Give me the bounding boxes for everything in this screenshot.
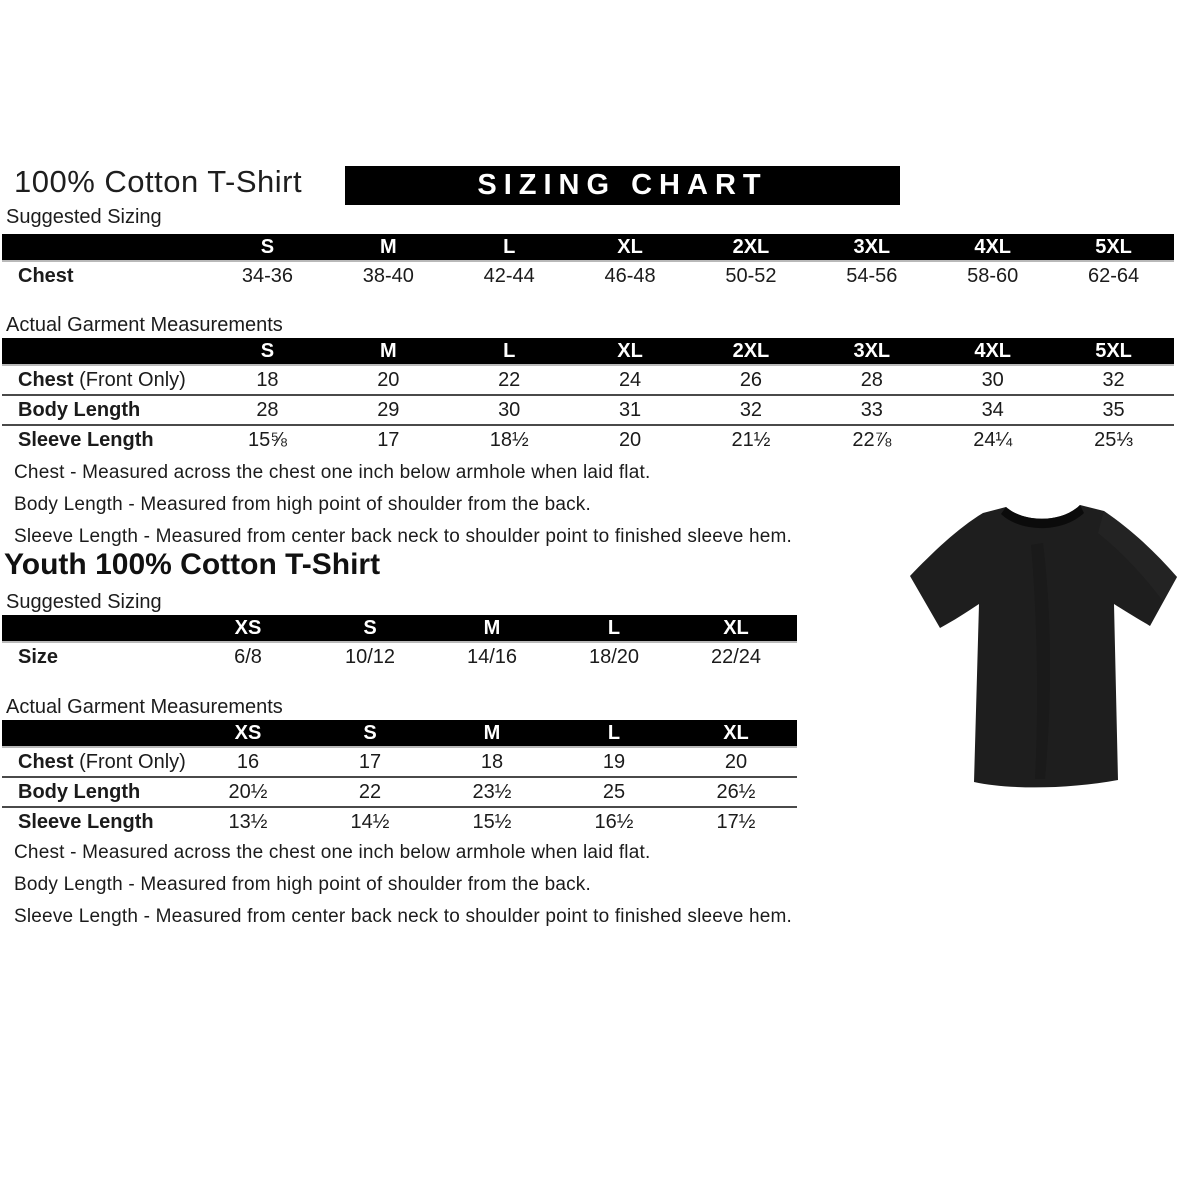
measurement-value: 19 — [602, 750, 626, 773]
measurement-value: 28 — [207, 395, 328, 425]
row-label: Body Length — [2, 777, 187, 807]
size-col-header: XL — [675, 720, 797, 747]
measurement-value: 50-52 — [725, 265, 777, 287]
measurement-value: 15½ — [431, 807, 553, 837]
table-row — [2, 642, 797, 672]
table-row — [2, 777, 797, 807]
sizing-chart-banner — [345, 166, 900, 205]
table-header-row — [2, 615, 797, 642]
table-header-row — [2, 234, 1174, 261]
measurement-value: 28 — [860, 368, 883, 391]
adult-measurement-notes — [14, 462, 792, 558]
measurement-value: 18½ — [449, 425, 570, 455]
measurement-value: 22/24 — [710, 646, 762, 668]
measurement-value: 42-44 — [483, 265, 535, 287]
size-col-header: XL — [570, 338, 691, 365]
adult-actual-measurements-table — [2, 338, 1174, 455]
adult-product-title: 100% Cotton T-Shirt — [14, 164, 303, 199]
measurement-value: 23½ — [431, 777, 553, 807]
measurement-value: 18 — [480, 750, 504, 773]
table-row — [2, 261, 1174, 291]
row-label: Sleeve Length — [2, 425, 207, 455]
measurement-value: 17 — [358, 750, 382, 773]
measurement-value: 22 — [309, 777, 431, 807]
measurement-value: 15⅝ — [207, 425, 328, 455]
table-row — [2, 365, 1174, 395]
row-label: Body Length — [2, 395, 207, 425]
measurement-value: 18 — [256, 368, 279, 391]
adult-suggested-sizing-label: Suggested Sizing — [6, 206, 162, 228]
size-col-header: M — [431, 615, 553, 642]
measurement-value: 18/20 — [588, 646, 640, 668]
adult-actual-measurements-label: Actual Garment Measurements — [6, 314, 283, 336]
size-col-header: M — [431, 720, 553, 747]
measurement-value: 6/8 — [234, 646, 262, 668]
size-col-header: M — [328, 234, 449, 261]
note-line: Body Length - Measured from high point of shoulder from the back. — [14, 494, 591, 515]
measurement-value: 20 — [570, 425, 691, 455]
youth-product-title: Youth 100% Cotton T-Shirt — [4, 548, 381, 581]
measurement-value: 33 — [811, 395, 932, 425]
measurement-value: 17½ — [675, 807, 797, 837]
note-line: Chest - Measured across the chest one inch below armhole when laid flat. — [14, 842, 651, 863]
adult-suggested-sizing-table — [2, 234, 1174, 291]
note-line: Chest - Measured across the chest one inch below armhole when laid flat. — [14, 462, 651, 483]
measurement-value: 38-40 — [362, 265, 414, 287]
table-row — [2, 425, 1174, 455]
sizing-chart-banner-label: SIZING CHART — [477, 169, 768, 201]
size-col-header: 4XL — [932, 338, 1053, 365]
measurement-value: 20 — [377, 368, 400, 391]
size-col-header: S — [309, 615, 431, 642]
blank-header-cell — [2, 234, 207, 261]
measurement-value: 24 — [618, 368, 642, 391]
measurement-value: 62-64 — [1087, 265, 1140, 287]
blank-header-cell — [2, 615, 187, 642]
table-header-row — [2, 720, 797, 747]
size-col-header: L — [553, 615, 675, 642]
measurement-value: 14½ — [309, 807, 431, 837]
measurement-value: 26 — [739, 368, 763, 391]
youth-suggested-sizing-label: Suggested Sizing — [6, 591, 162, 613]
size-col-header: 3XL — [811, 234, 932, 261]
blank-header-cell — [2, 720, 187, 747]
measurement-value: 54-56 — [846, 265, 898, 287]
measurement-value: 14/16 — [466, 646, 518, 668]
measurement-value: 32 — [691, 395, 812, 425]
note-line: Sleeve Length - Measured from center back neck to shoulder point to finished sleeve hem. — [14, 526, 793, 547]
measurement-value: 31 — [570, 395, 691, 425]
measurement-value: 30 — [449, 395, 570, 425]
measurement-value: 32 — [1102, 368, 1125, 391]
measurement-value: 16 — [236, 750, 260, 773]
size-col-header: L — [449, 338, 570, 365]
size-col-header: L — [553, 720, 675, 747]
note-line: Sleeve Length - Measured from center back neck to shoulder point to finished sleeve hem. — [14, 906, 793, 927]
measurement-value: 58-60 — [967, 265, 1019, 287]
black-tshirt-image — [890, 483, 1196, 813]
size-col-header: 5XL — [1053, 338, 1174, 365]
row-label: Chest — [18, 265, 74, 287]
measurement-value: 17 — [328, 425, 449, 455]
row-label: Chest (Front Only) — [18, 750, 186, 773]
table-row — [2, 395, 1174, 425]
measurement-value: 25 — [553, 777, 675, 807]
table-header-row — [2, 338, 1174, 365]
measurement-value: 34-36 — [241, 265, 294, 287]
measurement-value: 21½ — [691, 425, 812, 455]
measurement-value: 20½ — [187, 777, 309, 807]
size-col-header: XL — [570, 234, 691, 261]
size-col-header: L — [449, 234, 570, 261]
size-col-header: 3XL — [811, 338, 932, 365]
size-col-header: 2XL — [691, 338, 812, 365]
size-col-header: 2XL — [691, 234, 812, 261]
youth-actual-measurements-label: Actual Garment Measurements — [6, 696, 283, 718]
size-col-header: XS — [187, 615, 309, 642]
size-col-header: 5XL — [1053, 234, 1174, 261]
size-col-header: S — [207, 338, 328, 365]
measurement-value: 20 — [724, 750, 748, 773]
size-col-header: XS — [187, 720, 309, 747]
measurement-value: 24¼ — [932, 425, 1053, 455]
measurement-value: 46-48 — [604, 265, 656, 287]
size-col-header: M — [328, 338, 449, 365]
tshirt-icon — [890, 483, 1196, 813]
size-col-header: 4XL — [932, 234, 1053, 261]
table-row — [2, 807, 797, 837]
table-row — [2, 747, 797, 777]
youth-actual-measurements-table — [2, 720, 797, 837]
row-label: Size — [18, 646, 59, 668]
measurement-value: 22⅞ — [811, 425, 932, 455]
measurement-value: 13½ — [187, 807, 309, 837]
size-col-header: S — [309, 720, 431, 747]
measurement-value: 25⅓ — [1053, 425, 1174, 455]
blank-header-cell — [2, 338, 207, 365]
measurement-value: 26½ — [675, 777, 797, 807]
measurement-value: 34 — [932, 395, 1053, 425]
youth-suggested-sizing-table — [2, 615, 797, 672]
note-line: Body Length - Measured from high point of shoulder from the back. — [14, 874, 591, 895]
size-col-header: S — [207, 234, 328, 261]
measurement-value: 10/12 — [344, 646, 396, 668]
measurement-value: 22 — [498, 368, 521, 391]
measurement-value: 30 — [981, 368, 1004, 391]
row-label: Chest (Front Only) — [18, 368, 186, 391]
measurement-value: 35 — [1053, 395, 1174, 425]
measurement-value: 16½ — [553, 807, 675, 837]
row-label: Sleeve Length — [2, 807, 187, 837]
size-col-header: XL — [675, 615, 797, 642]
youth-measurement-notes — [14, 842, 792, 938]
measurement-value: 29 — [328, 395, 449, 425]
